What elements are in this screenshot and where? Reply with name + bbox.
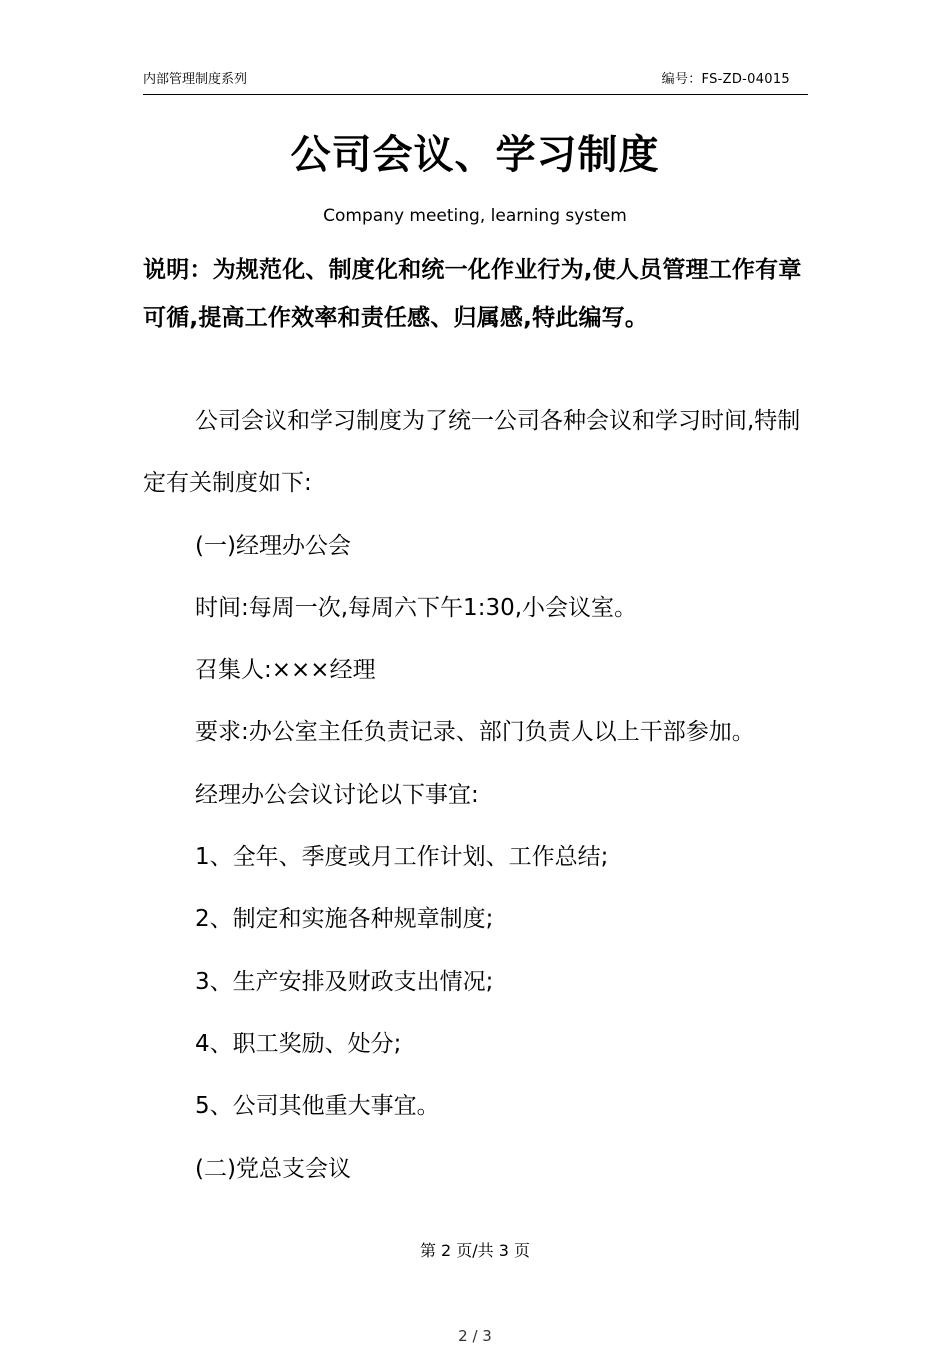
viewer-page-counter: 2 / 3 (458, 1327, 492, 1345)
section-heading: (二)党总支会议 (195, 1155, 351, 1182)
header-series-label: 内部管理制度系列 (143, 72, 248, 87)
page-header (143, 70, 808, 95)
document-body (143, 390, 823, 1200)
body-line: 经理办公会议讨论以下事宜: (195, 781, 479, 808)
header-document-number: 编号：FS-ZD-04015 (661, 72, 790, 87)
body-line: 要求:办公室主任负责记录、部门负责人以上干部参加。 (195, 719, 755, 746)
list-item: 1、全年、季度或月工作计划、工作总结; (195, 844, 609, 871)
body-paragraph: 公司会议和学习制度为了统一公司各种会议和学习时间,特制定有关制度如下: (143, 408, 801, 497)
page-footer: 第 2 页/共 3 页 (419, 1241, 531, 1260)
list-item: 5、公司其他重大事宜。 (195, 1093, 440, 1120)
document-subtitle: Company meeting, learning system (323, 206, 627, 226)
document-title: 公司会议、学习制度 (290, 132, 660, 178)
list-item: 4、职工奖励、处分; (195, 1030, 402, 1057)
body-line: 召集人:×××经理 (195, 657, 376, 684)
section-heading: (一)经理办公会 (195, 532, 351, 559)
body-line: 时间:每周一次,每周六下午1:30,小会议室。 (195, 594, 638, 621)
list-item: 2、制定和实施各种规章制度; (195, 906, 494, 933)
document-intro: 说明：为规范化、制度化和统一化作业行为,使人员管理工作有章可循,提高工作效率和责任感、归属感,特此编写。 (143, 257, 802, 331)
list-item: 3、生产安排及财政支出情况; (195, 968, 494, 995)
